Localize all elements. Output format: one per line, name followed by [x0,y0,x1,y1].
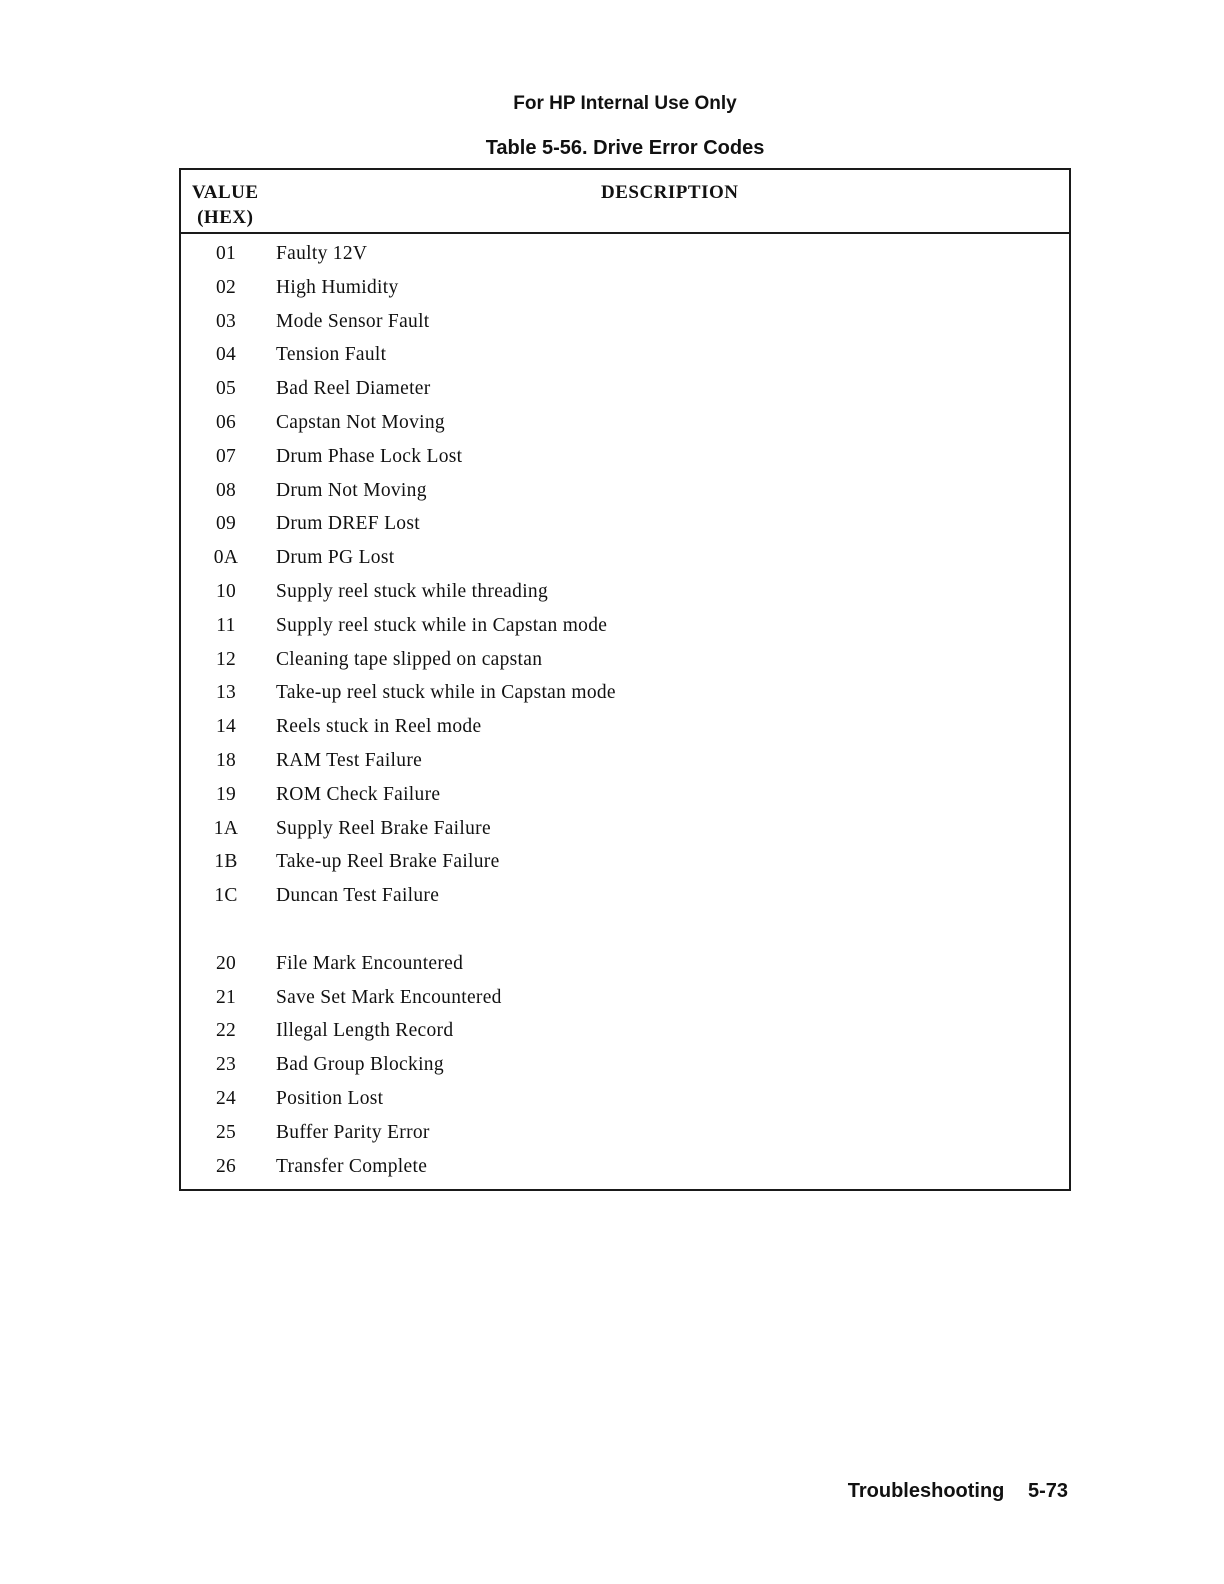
table-row [181,947,1069,981]
error-code-value: 09 [215,513,237,535]
table-title: Table 5-56. Drive Error Codes [485,137,765,159]
error-code-description: Take-up Reel Brake Failure [276,851,500,873]
error-code-description: Supply Reel Brake Failure [276,817,491,839]
table-row [181,609,1069,643]
error-code-value: 19 [215,783,237,805]
error-code-description: Drum Phase Lock Lost [276,445,463,467]
error-code-value: 14 [215,716,237,738]
error-code-value: 06 [215,412,237,433]
table-row [181,372,1069,406]
error-code-description: RAM Test Failure [276,750,423,771]
error-code-description: Duncan Test Failure [276,885,440,907]
error-code-description: Capstan Not Moving [276,412,445,433]
error-code-value: 12 [215,648,237,670]
description-column-header: DESCRIPTION [601,182,739,203]
error-code-value: 01 [215,243,237,264]
table-row [181,812,1069,846]
error-code-value: 13 [215,682,237,704]
error-code-description: Take-up reel stuck while in Capstan mode [276,682,616,704]
error-code-value: 0A [213,547,239,569]
table-row [181,541,1069,575]
table-row [181,643,1069,677]
error-code-value: 02 [215,276,237,298]
error-code-description: Illegal Length Record [276,1020,454,1042]
error-code-value: 22 [215,1020,237,1042]
error-code-value: 11 [216,614,236,636]
table-row [181,575,1069,609]
table-row [181,1014,1069,1048]
table-row [181,879,1069,913]
error-code-value: 26 [215,1155,237,1177]
error-code-value: 05 [215,378,237,400]
table-row [181,1048,1069,1082]
internal-use-notice: For HP Internal Use Only [513,93,737,114]
error-code-value: 18 [215,750,237,771]
table-row [181,1082,1069,1116]
table-row [181,271,1069,305]
error-code-value: 23 [215,1054,237,1076]
table-row [181,474,1069,508]
error-code-value: 10 [215,581,237,602]
page-footer [848,1480,1068,1503]
error-code-value: 1A [213,817,239,839]
value-header-line2: (HEX) [197,207,254,228]
error-code-description: Drum Not Moving [276,479,427,501]
error-code-description: Transfer Complete [276,1155,428,1177]
error-code-value: 25 [215,1121,237,1143]
table-row [181,237,1069,271]
table-row [181,406,1069,440]
value-header-line1: VALUE [192,182,259,203]
error-code-description: Bad Group Blocking [276,1054,444,1076]
error-codes-table [179,168,1071,1191]
table-row [181,1150,1069,1184]
error-code-description: ROM Check Failure [276,783,441,805]
error-code-description: File Mark Encountered [276,952,464,974]
table-row [181,778,1069,812]
error-code-description: Position Lost [276,1088,384,1109]
error-code-description: Drum DREF Lost [276,513,420,535]
table-row [181,1116,1069,1150]
table-row [181,845,1069,879]
table-row [181,744,1069,778]
footer-section-name: Troubleshooting [847,1480,1005,1502]
page-number: 5-73 [1027,1480,1068,1502]
table-row [181,676,1069,710]
error-code-description: High Humidity [276,276,399,298]
table-row [181,440,1069,474]
table-row [181,305,1069,339]
table-row [181,981,1069,1015]
error-code-description: Drum PG Lost [276,547,395,569]
error-code-description: Mode Sensor Fault [276,310,430,332]
error-code-value: 08 [215,479,237,501]
table-header [181,170,1069,234]
error-code-value: 1B [214,851,238,873]
error-code-description: Faulty 12V [276,243,368,264]
error-code-description: Supply reel stuck while threading [276,581,549,602]
error-code-description: Tension Fault [276,344,387,366]
error-code-description: Buffer Parity Error [276,1121,430,1143]
table-row [181,710,1069,744]
error-code-value: 21 [215,986,237,1008]
error-code-description: Cleaning tape slipped on capstan [276,648,543,670]
table-row [181,338,1069,372]
error-code-value: 04 [215,344,237,366]
error-code-description: Reels stuck in Reel mode [276,716,482,738]
error-code-value: 03 [215,310,237,332]
error-code-description: Bad Reel Diameter [276,378,431,400]
error-code-description: Save Set Mark Encountered [276,986,502,1008]
error-code-description: Supply reel stuck while in Capstan mode [276,614,608,636]
error-code-value: 07 [215,445,237,467]
error-code-value: 1C [214,885,238,907]
error-code-value: 20 [215,952,237,974]
value-column-header [192,180,259,230]
error-code-value: 24 [215,1088,237,1109]
table-row [181,507,1069,541]
